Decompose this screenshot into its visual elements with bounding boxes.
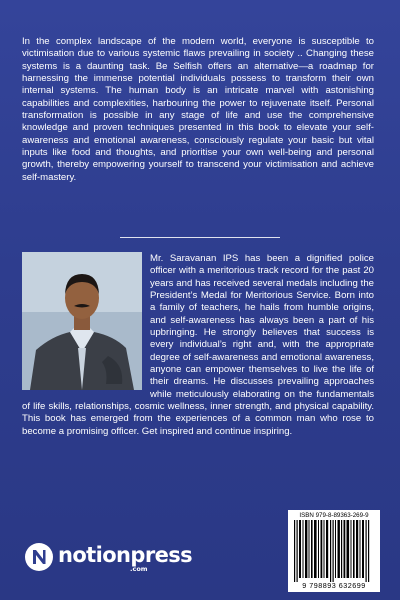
isbn-barcode [288,510,380,592]
publisher-logo [24,540,193,574]
notionpress-n-logo-icon [24,542,54,572]
publisher-tld: .com [130,565,148,573]
isbn-label: ISBN 979-8-89363-269-9 [299,512,369,519]
divider-line [120,237,280,238]
photo-spacer [22,253,150,391]
author-bio [22,253,374,438]
author-bio-text: Mr. Saravanan IPS has been a dignified police officer with a meritorious track record for the past 20 years and has received several medals including the President’s Medal for Meritorious Service. Born into a family of teachers, he hails from humble origins, and self-awareness has always been a part of his upbringing. He strongly believes that success is every individual’s right and, with the appropriate degree of self-awareness and emotional awareness, anyone can empower themselves to live the life of their dreams. He discusses prevailing approaches while meticulously elaborating on the fundamentals of life skills, relationships, cosmic wellness, inner strength, and physical capability. This book has emerged from the experiences of a common man who rose to become a promising officer. Get inspired and continue inspiring. [22,253,374,437]
barcode-bars [288,510,380,592]
publisher-name: notionpress [58,543,193,567]
book-blurb: In the complex landscape of the modern world, everyone is susceptible to victimisation due to various systemic flaws prevailing in society .. Changing these systems is a daunting task. Be Selfish offers an alternative—a roadmap for harnessing the immense potential individuals possess to transform their own internal systems. The human body is an intricate marvel with astonishing capabilities and complexities, harbouring the power to rejuvenate itself. Personal transformation is possible in any stage of life and use the comprehensive knowledge and proven techniques presented in this book to elevate your self-awareness and emotional awareness, consciously regulate your basic but vital inputs like food and thoughts, and prioritise your own well-being and personal growth, thereby empowering yourself to transcend your victimisation and achieve self-mastery. [22,36,374,183]
barcode-digits: 9 798893 632699 [302,581,366,590]
